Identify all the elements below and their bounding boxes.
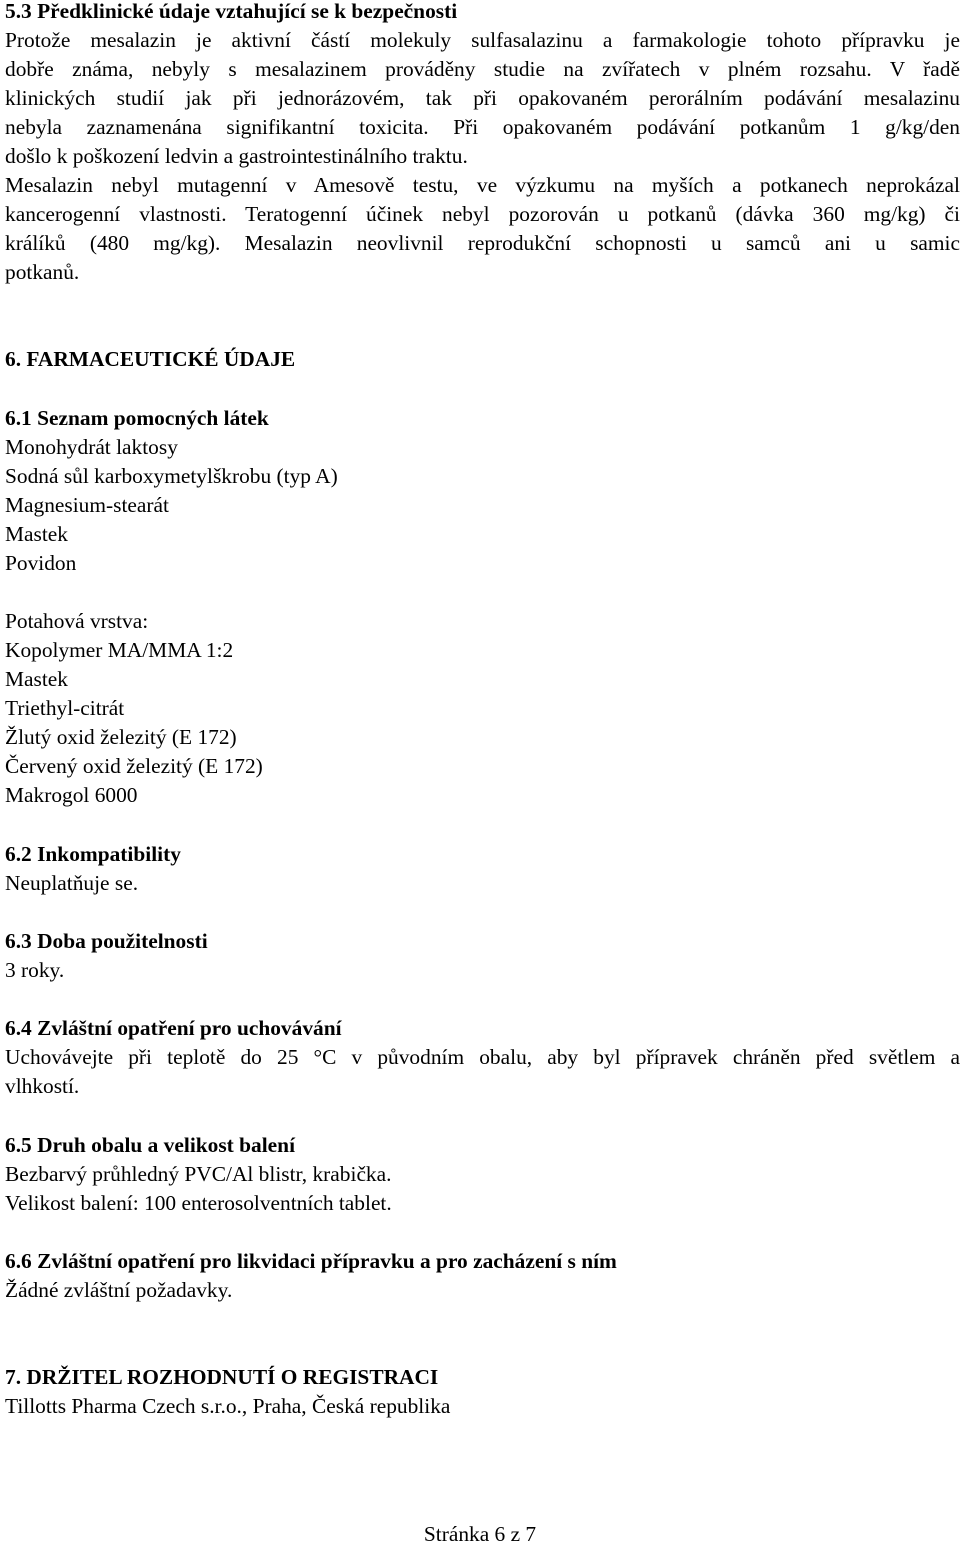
section-heading: 6.3 Doba použitelnosti <box>5 929 208 953</box>
list-item: Žlutý oxid železitý (E 172) <box>5 725 237 749</box>
paragraph-line: klinických studií jak při jednorázovém, tak při opakovaném perorálním podávání mesalazinu <box>5 86 960 110</box>
list-item: Makrogol 6000 <box>5 783 138 807</box>
paragraph-line: dobře známa, nebyly s mesalazinem prováděny studie na zvířatech v plném rozsahu. V řadě <box>5 57 960 81</box>
page-number: Stránka 6 z 7 <box>423 1522 537 1546</box>
section-heading: 6.5 Druh obalu a velikost balení <box>5 1133 296 1157</box>
section-heading: 6.2 Inkompatibility <box>5 842 181 866</box>
paragraph-line: Protože mesalazin je aktivní částí molekuly sulfasalazinu a farmakologie tohoto přípravku je <box>5 28 960 52</box>
section-text: Tillotts Pharma Czech s.r.o., Praha, Česká republika <box>5 1394 451 1418</box>
paragraph-line: kancerogenní vlastnosti. Teratogenní účinek nebyl pozorován u potkanů (dávka 360 mg/kg) či <box>5 202 960 226</box>
section-heading: 6.6 Zvláštní opatření pro likvidaci přípravku a pro zacházení s ním <box>5 1249 617 1273</box>
section-text: vlhkostí. <box>5 1074 80 1098</box>
paragraph-line: došlo k poškození ledvin a gastrointestinálního traktu. <box>5 144 468 168</box>
section-text: Uchovávejte při teplotě do 25 °C v původním obalu, aby byl přípravek chráněn před světlem a <box>5 1045 960 1069</box>
section-text: Bezbarvý průhledný PVC/Al blistr, krabička. <box>5 1162 392 1186</box>
list-item: Mastek <box>5 522 68 546</box>
section-text: Neuplatňuje se. <box>5 871 139 895</box>
section-heading: 5.3 Předklinické údaje vztahující se k bezpečnosti <box>5 0 458 23</box>
section-text: Velikost balení: 100 enterosolventních tablet. <box>5 1191 392 1215</box>
section-heading: 6.1 Seznam pomocných látek <box>5 406 269 430</box>
section-text: 3 roky. <box>5 958 65 982</box>
chapter-heading: 6. FARMACEUTICKÉ ÚDAJE <box>5 347 296 371</box>
paragraph-line: Mesalazin nebyl mutagenní v Amesově testu, ve výzkumu na myších a potkanech neprokázal <box>5 173 960 197</box>
list-item: Kopolymer MA/MMA 1:2 <box>5 638 234 662</box>
chapter-heading: 7. DRŽITEL ROZHODNUTÍ O REGISTRACI <box>5 1365 439 1389</box>
list-item: Monohydrát laktosy <box>5 435 178 459</box>
list-item: Povidon <box>5 551 77 575</box>
section-heading: 6.4 Zvláštní opatření pro uchovávání <box>5 1016 342 1040</box>
paragraph-line: nebyla zaznamenána signifikantní toxicita. Při opakovaném podávání potkanům 1 g/kg/den <box>5 115 960 139</box>
paragraph-line: králíků (480 mg/kg). Mesalazin neovlivnil reprodukční schopnosti u samců ani u samic <box>5 231 960 255</box>
list-item: Mastek <box>5 667 68 691</box>
subsection-label: Potahová vrstva: <box>5 609 149 633</box>
section-text: Žádné zvláštní požadavky. <box>5 1278 233 1302</box>
paragraph-line: potkanů. <box>5 260 80 284</box>
list-item: Červený oxid železitý (E 172) <box>5 754 263 778</box>
list-item: Triethyl-citrát <box>5 696 125 720</box>
list-item: Sodná sůl karboxymetylškrobu (typ A) <box>5 464 338 488</box>
list-item: Magnesium-stearát <box>5 493 169 517</box>
